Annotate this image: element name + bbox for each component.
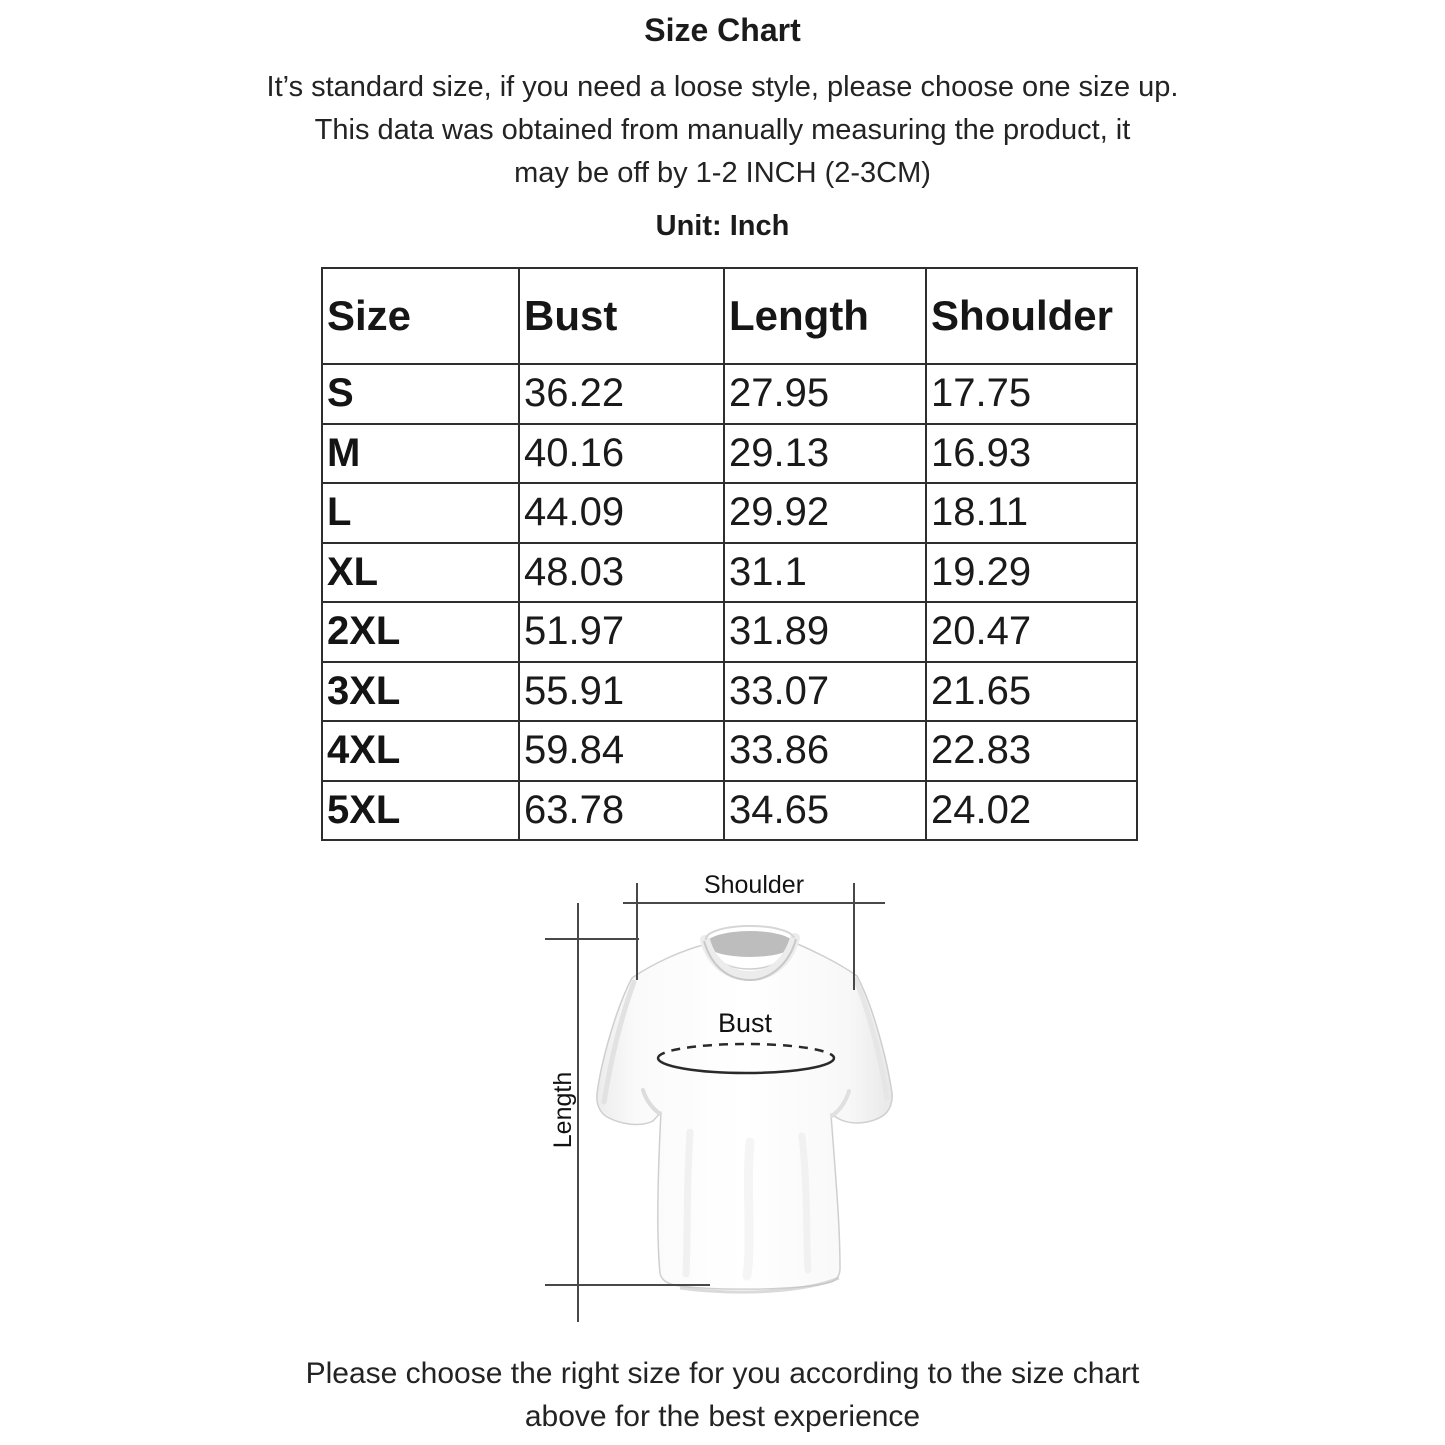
cell-size: XL bbox=[322, 543, 519, 603]
cell-shoulder: 21.65 bbox=[926, 662, 1137, 722]
column-header-shoulder: Shoulder bbox=[926, 268, 1137, 364]
disclaimer-line-1: It’s standard size, if you need a loose style, please choose one size up. bbox=[266, 71, 1179, 103]
footer-note bbox=[0, 1352, 1445, 1438]
cell-length: 33.86 bbox=[724, 721, 926, 781]
column-header-length: Length bbox=[724, 268, 926, 364]
cell-shoulder: 17.75 bbox=[926, 364, 1137, 424]
cell-shoulder: 20.47 bbox=[926, 602, 1137, 662]
cell-size: L bbox=[322, 483, 519, 543]
bust-measure-label: Bust bbox=[717, 1008, 773, 1038]
cell-length: 33.07 bbox=[724, 662, 926, 722]
cell-bust: 55.91 bbox=[519, 662, 724, 722]
cell-length: 29.13 bbox=[724, 424, 926, 484]
cell-length: 27.95 bbox=[724, 364, 926, 424]
disclaimer-line-2: This data was obtained from manually measuring the product, it bbox=[314, 114, 1131, 146]
page-title: Size Chart bbox=[644, 12, 801, 48]
tshirt-measurement-diagram bbox=[540, 870, 1000, 1330]
size-chart-table bbox=[321, 267, 1138, 841]
size-disclaimer bbox=[0, 66, 1445, 195]
table-row bbox=[322, 781, 1137, 841]
cell-size: M bbox=[322, 424, 519, 484]
cell-shoulder: 24.02 bbox=[926, 781, 1137, 841]
cell-size: 3XL bbox=[322, 662, 519, 722]
unit-label: Unit: Inch bbox=[655, 210, 790, 242]
table-header-row bbox=[322, 268, 1137, 364]
cell-shoulder: 16.93 bbox=[926, 424, 1137, 484]
cell-length: 34.65 bbox=[724, 781, 926, 841]
length-measure-label: Length bbox=[549, 1071, 577, 1149]
table-row bbox=[322, 662, 1137, 722]
cell-size: S bbox=[322, 364, 519, 424]
table-row bbox=[322, 364, 1137, 424]
cell-size: 4XL bbox=[322, 721, 519, 781]
cell-bust: 63.78 bbox=[519, 781, 724, 841]
cell-bust: 36.22 bbox=[519, 364, 724, 424]
cell-size: 2XL bbox=[322, 602, 519, 662]
cell-shoulder: 22.83 bbox=[926, 721, 1137, 781]
column-header-size: Size bbox=[322, 268, 519, 364]
shoulder-measure-label: Shoulder bbox=[703, 871, 805, 899]
cell-length: 31.1 bbox=[724, 543, 926, 603]
cell-length: 29.92 bbox=[724, 483, 926, 543]
tshirt-illustration-icon bbox=[540, 870, 1000, 1330]
table-row bbox=[322, 543, 1137, 603]
cell-bust: 48.03 bbox=[519, 543, 724, 603]
table-row bbox=[322, 721, 1137, 781]
table-row bbox=[322, 483, 1137, 543]
cell-bust: 44.09 bbox=[519, 483, 724, 543]
disclaimer-line-3: may be off by 1-2 INCH (2-3CM) bbox=[514, 157, 931, 189]
footer-line-1: Please choose the right size for you according to the size chart bbox=[305, 1357, 1140, 1390]
cell-shoulder: 19.29 bbox=[926, 543, 1137, 603]
cell-bust: 59.84 bbox=[519, 721, 724, 781]
cell-length: 31.89 bbox=[724, 602, 926, 662]
cell-size: 5XL bbox=[322, 781, 519, 841]
table-row bbox=[322, 602, 1137, 662]
cell-bust: 40.16 bbox=[519, 424, 724, 484]
cell-bust: 51.97 bbox=[519, 602, 724, 662]
cell-shoulder: 18.11 bbox=[926, 483, 1137, 543]
footer-line-2: above for the best experience bbox=[524, 1400, 921, 1433]
column-header-bust: Bust bbox=[519, 268, 724, 364]
table-row bbox=[322, 424, 1137, 484]
